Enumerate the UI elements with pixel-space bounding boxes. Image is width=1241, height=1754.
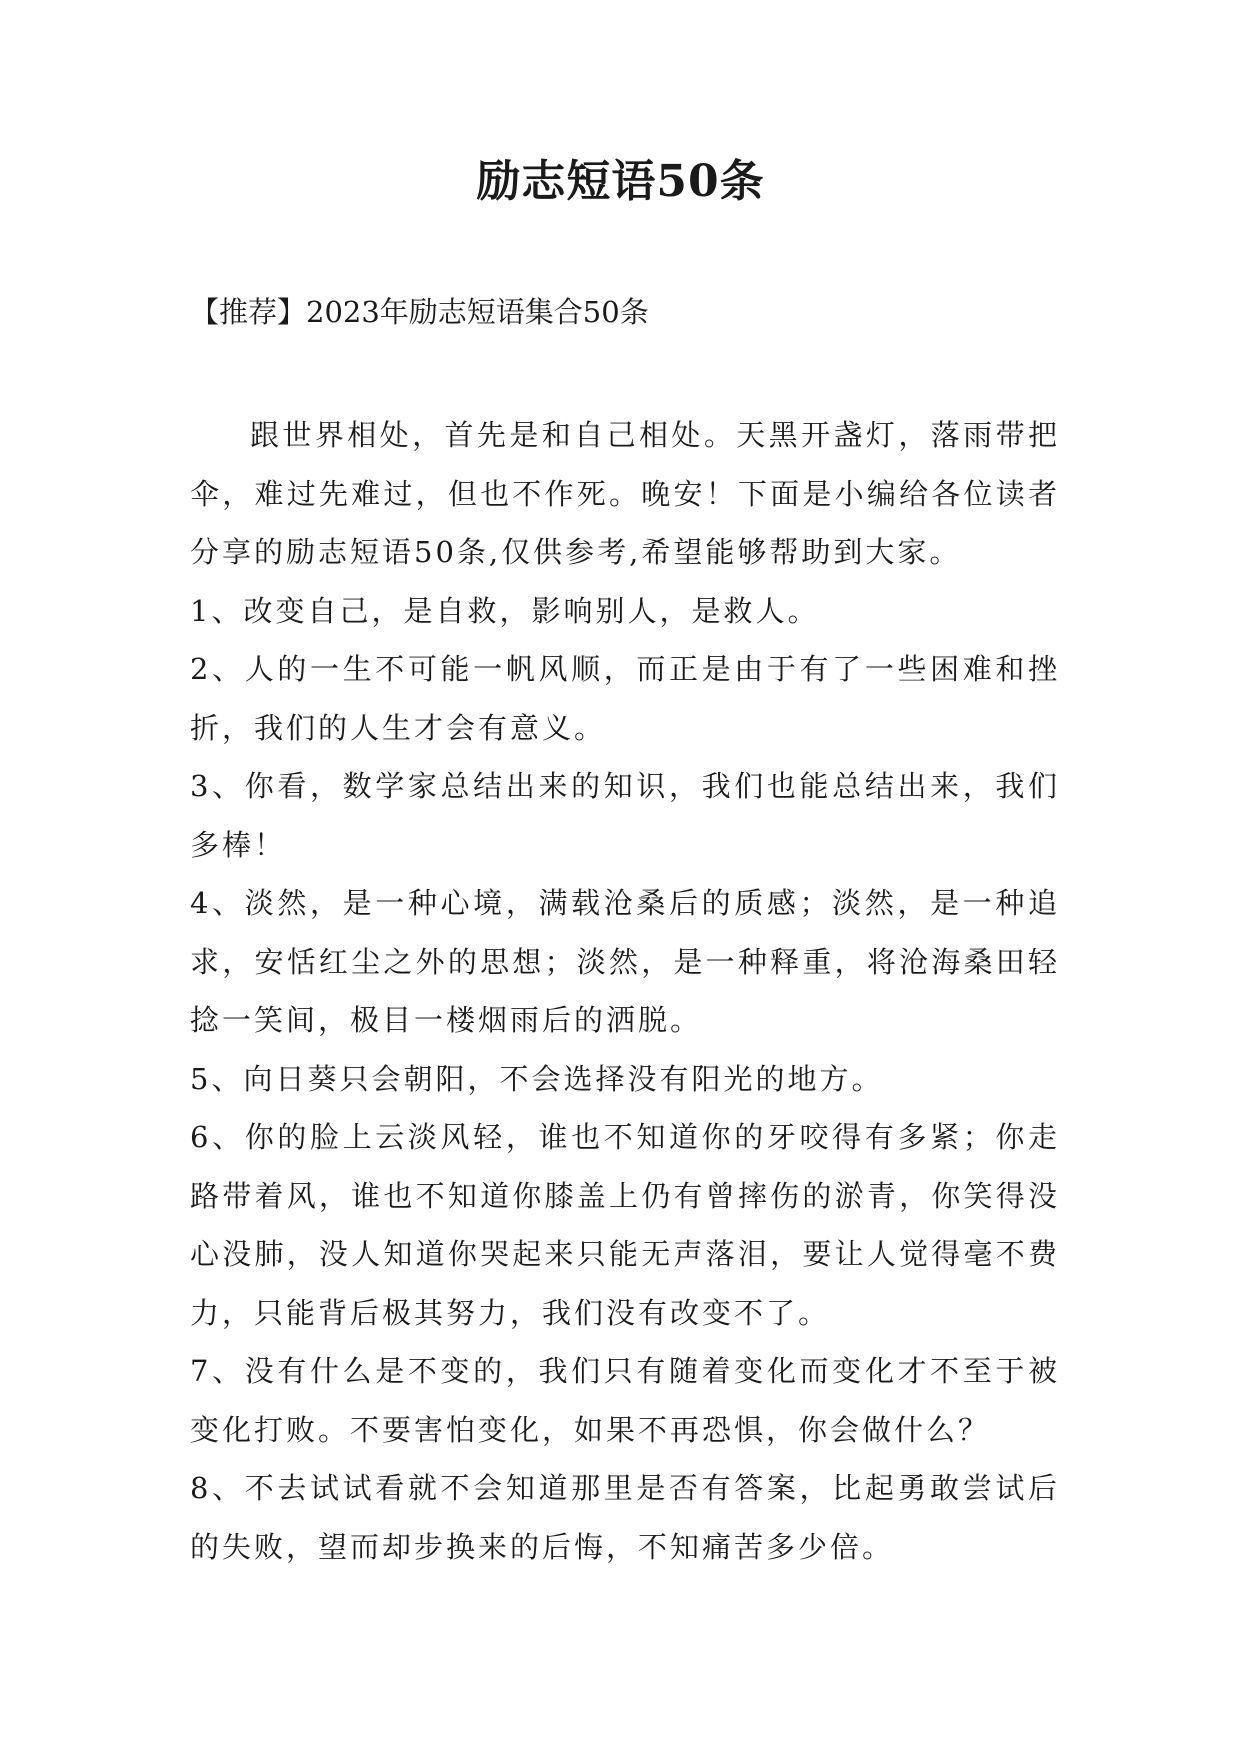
- document-subtitle: 【推荐】2023年励志短语集合50条: [190, 295, 649, 329]
- document-title: 励志短语50条: [476, 156, 765, 207]
- list-item: 4、淡然，是一种心境，满载沧桑后的质感；淡然，是一种追求，安恬红尘之外的思想；淡然，是一种释重，将沧海桑田轻捻一笑间，极目一楼烟雨后的洒脱。: [190, 886, 1060, 1037]
- document-body: [190, 406, 1060, 1576]
- intro-paragraph: 跟世界相处，首先是和自己相处。天黑开盏灯，落雨带把伞，难过先难过，但也不作死。晚安！下面是小编给各位读者分享的励志短语50条,仅供参考,希望能够帮助到大家。: [190, 418, 1060, 569]
- list-item: 2、人的一生不可能一帆风顺，而正是由于有了一些困难和挫折，我们的人生才会有意义。: [190, 652, 1060, 745]
- list-item: 5、向日葵只会朝阳，不会选择没有阳光的地方。: [190, 1061, 884, 1096]
- list-item: 8、不去试试看就不会知道那里是否有答案，比起勇敢尝试后的失败，望而却步换来的后悔，不知痛苦多少倍。: [190, 1471, 1060, 1564]
- list-item: 6、你的脸上云淡风轻，谁也不知道你的牙咬得有多紧；你走路带着风，谁也不知道你膝盖上仍有曾摔伤的淤青，你笑得没心没肺，没人知道你哭起来只能无声落泪，要让人觉得毫不费力，只能背后极其努力，我们没有改变不了。: [190, 1120, 1060, 1330]
- list-item: 7、没有什么是不变的，我们只有随着变化而变化才不至于被变化打败。不要害怕变化，如果不再恐惧，你会做什么？: [190, 1354, 1060, 1447]
- list-item: 3、你看，数学家总结出来的知识，我们也能总结出来，我们多棒！: [190, 769, 1060, 862]
- list-item: 1、改变自己，是自救，影响别人，是救人。: [190, 593, 820, 628]
